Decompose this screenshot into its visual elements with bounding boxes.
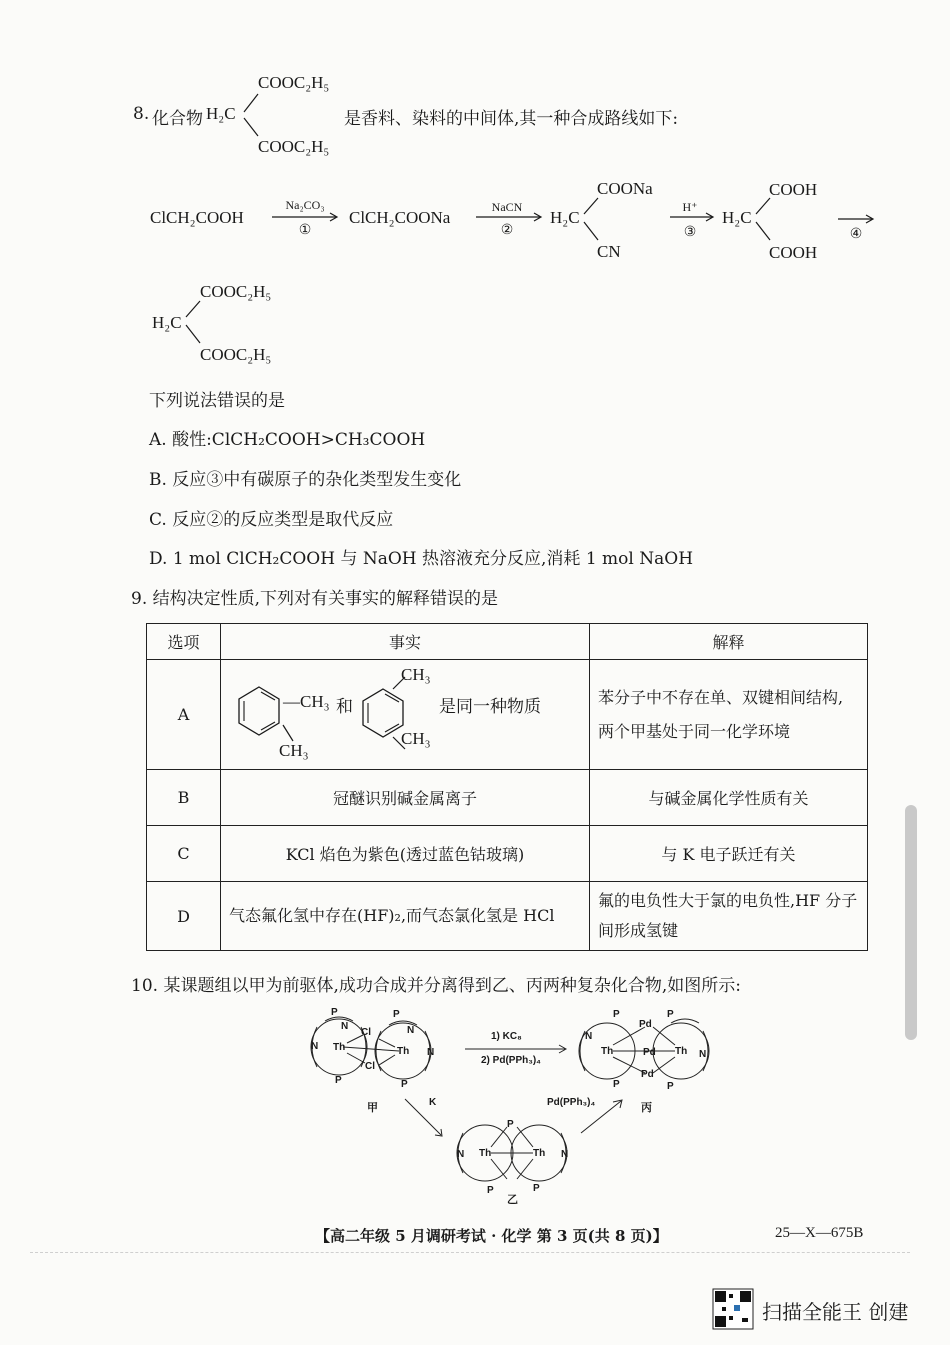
q9-header-option: 选项 bbox=[147, 624, 221, 660]
compound-jia bbox=[311, 1007, 434, 1090]
footer-center: 【高二年级 5 月调研考试 · 化学 第 3 页(共 8 页)】 bbox=[315, 1227, 668, 1245]
q9-row-c-fact: KCl 焰色为紫色(透过蓝色钴玻璃) bbox=[221, 826, 590, 882]
route-r1: Na₂CO₃ bbox=[285, 198, 325, 212]
route-product-cooet-bottom: COOC₂H₅ bbox=[200, 345, 272, 364]
q8-option-b: B. 反应③中有碳原子的杂化类型发生变化 bbox=[149, 470, 462, 490]
bing-p-1: P bbox=[613, 1009, 620, 1020]
jia-th-2: Th bbox=[397, 1046, 410, 1057]
jia-cl-2: Cl bbox=[365, 1061, 375, 1072]
q10-stem: 10. 某课题组以甲为前驱体,成功合成并分离得到乙、丙两种复杂化合物,如图所示: bbox=[131, 976, 741, 996]
route-n1: ① bbox=[298, 223, 312, 238]
q9-row-a-explanation: 苯分子中不存在单、双键相间结构,两个甲基处于同一化学环境 bbox=[590, 660, 868, 770]
route-r2: NaCN bbox=[491, 200, 523, 214]
q8-target-h2c: H₂C bbox=[206, 104, 236, 123]
yi-n-1: N bbox=[457, 1149, 465, 1160]
jia-n-2: N bbox=[311, 1041, 319, 1052]
q9-table bbox=[146, 623, 868, 951]
q9-row-b-option: B bbox=[147, 770, 221, 826]
o-xylene-2-ch3-bottom: CH₃ bbox=[401, 728, 431, 748]
q9-row-d-option: D bbox=[147, 882, 221, 951]
route-r3: H⁺ bbox=[682, 200, 698, 214]
q9-row-a bbox=[147, 660, 868, 770]
route-s3-h2c: H₂C bbox=[550, 208, 580, 227]
bing-p-2: P bbox=[667, 1009, 674, 1020]
q9-header-fact: 事实 bbox=[221, 624, 590, 660]
label-yi: 乙 bbox=[507, 1193, 518, 1205]
q9-row-a-fact bbox=[221, 660, 590, 770]
jia-p-4: P bbox=[401, 1079, 408, 1090]
o-xylene-ch3-bottom: CH₃ bbox=[279, 740, 309, 760]
label-bing: 丙 bbox=[641, 1101, 652, 1114]
q10-scheme bbox=[295, 1005, 735, 1205]
jia-p-2: P bbox=[393, 1009, 400, 1020]
route-arrow-4 bbox=[836, 214, 878, 224]
route-product-bonds bbox=[180, 297, 206, 347]
compound-bing bbox=[579, 1009, 709, 1092]
jia-n-4: N bbox=[427, 1047, 435, 1058]
o-xylene-ring bbox=[233, 683, 285, 739]
jia-th-1: Th bbox=[333, 1042, 346, 1053]
route-s3-cn: CN bbox=[597, 242, 621, 261]
scanner-watermark: 扫描全能王 创建 bbox=[762, 1300, 909, 1324]
route-s3-bonds bbox=[578, 194, 604, 244]
q9-row-a-suffix: 是同一种物质 bbox=[439, 696, 541, 717]
arrow-top-1: 1) KC₈ bbox=[491, 1031, 522, 1042]
q9-row-d-explanation: 氟的电负性大于氯的电负性,HF 分子间形成氢键 bbox=[590, 882, 868, 951]
jia-n-1: N bbox=[341, 1021, 349, 1032]
q9-row-c-explanation: 与 K 电子跃迁有关 bbox=[590, 826, 868, 882]
route-arrow-1 bbox=[270, 212, 342, 222]
bing-n-2: N bbox=[699, 1049, 707, 1060]
yi-th-1: Th bbox=[479, 1148, 492, 1159]
jia-p-1: P bbox=[331, 1007, 338, 1018]
bing-pd-2: Pd bbox=[643, 1047, 656, 1058]
q9-row-c-option: C bbox=[147, 826, 221, 882]
scrollbar-thumb[interactable] bbox=[905, 805, 917, 1040]
jia-cl-1: Cl bbox=[361, 1027, 371, 1038]
q8-target-cooet-bottom: COOC₂H₅ bbox=[258, 137, 330, 156]
q8-option-a: A. 酸性:ClCH₂COOH>CH₃COOH bbox=[149, 430, 426, 450]
route-s4-cooh-top: COOH bbox=[769, 180, 818, 199]
bing-th-2: Th bbox=[675, 1046, 688, 1057]
q8-intro-suffix: 是香料、染料的中间体,其一种合成路线如下: bbox=[344, 109, 679, 129]
q9-header-row bbox=[147, 624, 868, 660]
o-xylene-ch3-right: —CH₃ bbox=[283, 691, 330, 711]
compound-yi bbox=[457, 1119, 568, 1196]
q8-number: 8. bbox=[133, 104, 150, 124]
bing-pd-1: Pd bbox=[639, 1019, 652, 1030]
route-n3: ③ bbox=[683, 225, 697, 240]
q9-row-c bbox=[147, 826, 868, 882]
route-arrow-2 bbox=[474, 212, 546, 222]
q9-stem: 9. 结构决定性质,下列对有关事实的解释错误的是 bbox=[131, 589, 499, 609]
route-product-cooet-top: COOC₂H₅ bbox=[200, 282, 272, 301]
yi-p-1: P bbox=[507, 1119, 514, 1130]
route-s4-bonds bbox=[750, 194, 776, 244]
arrow-right: Pd(PPh₃)₄ bbox=[547, 1097, 596, 1108]
q8-target-cooet-top: COOC₂H₅ bbox=[258, 73, 330, 92]
bing-th-1: Th bbox=[601, 1046, 614, 1057]
arrow-k: K bbox=[429, 1097, 437, 1108]
bing-p-4: P bbox=[667, 1081, 674, 1092]
q9-row-b bbox=[147, 770, 868, 826]
q8-option-c: C. 反应②的反应类型是取代反应 bbox=[149, 510, 394, 530]
q9-header-explanation: 解释 bbox=[590, 624, 868, 660]
q8-option-d: D. 1 mol ClCH₂COOH 与 NaOH 热溶液充分反应,消耗 1 mol NaOH bbox=[149, 549, 694, 569]
route-product-h2c: H₂C bbox=[152, 313, 182, 332]
footer-code: 25—X—675B bbox=[775, 1225, 864, 1241]
label-jia: 甲 bbox=[367, 1101, 378, 1114]
route-n2: ② bbox=[500, 223, 514, 238]
q9-row-d-fact: 气态氟化氢中存在(HF)₂,而气态氯化氢是 HCl bbox=[221, 882, 590, 951]
yi-p-3: P bbox=[533, 1183, 540, 1194]
q9-row-a-option: A bbox=[147, 660, 221, 770]
route-s2: ClCH₂COONa bbox=[349, 208, 451, 227]
q9-row-b-explanation: 与碱金属化学性质有关 bbox=[590, 770, 868, 826]
route-s1: ClCH₂COOH bbox=[150, 208, 244, 227]
q9-row-b-fact: 冠醚识别碱金属离子 bbox=[221, 770, 590, 826]
route-s4-cooh-bottom: COOH bbox=[769, 243, 818, 262]
yi-th-2: Th bbox=[533, 1148, 546, 1159]
jia-p-3: P bbox=[335, 1075, 342, 1086]
jia-n-3: N bbox=[407, 1025, 415, 1036]
q8-intro-prefix: 化合物 bbox=[152, 109, 203, 129]
q8-question: 下列说法错误的是 bbox=[149, 391, 285, 411]
route-arrow-3 bbox=[668, 212, 718, 222]
footer-divider bbox=[30, 1252, 910, 1253]
qr-code-icon bbox=[712, 1288, 754, 1330]
q9-row-a-and: 和 bbox=[336, 696, 353, 717]
yi-n-2: N bbox=[561, 1149, 569, 1160]
route-n4: ④ bbox=[849, 227, 863, 242]
yi-p-2: P bbox=[487, 1185, 494, 1196]
q9-row-d bbox=[147, 882, 868, 951]
route-s3-coona: COONa bbox=[597, 179, 653, 198]
bing-n-1: N bbox=[585, 1031, 593, 1042]
bing-p-3: P bbox=[613, 1079, 620, 1090]
q8-target-bonds bbox=[236, 90, 266, 140]
arrow-top-2: 2) Pd(PPh₃)₄ bbox=[481, 1055, 541, 1066]
bing-pd-3: Pd bbox=[641, 1069, 654, 1080]
route-s4-h2c: H₂C bbox=[722, 208, 752, 227]
o-xylene-2-ch3-top: CH₃ bbox=[401, 664, 431, 684]
